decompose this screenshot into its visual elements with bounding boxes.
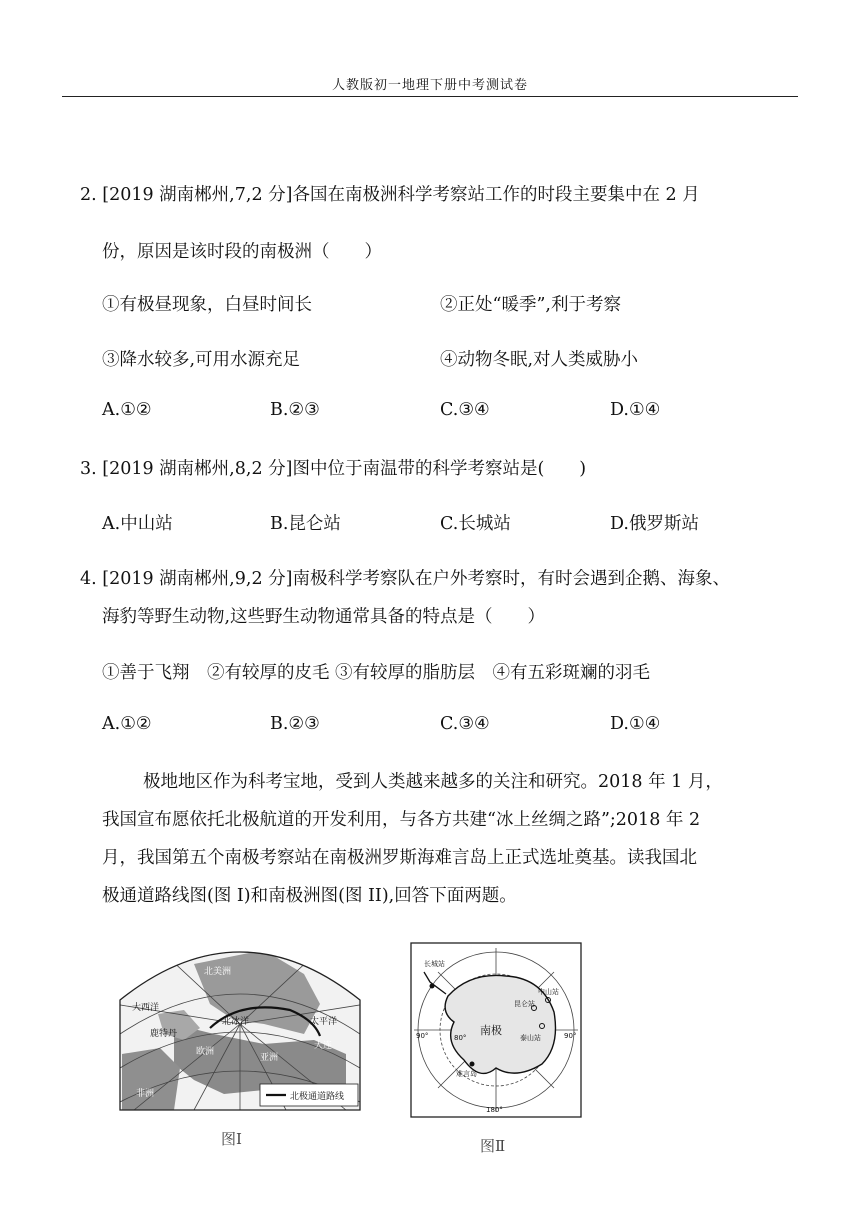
antarctica-map: [410, 942, 582, 1118]
nanjiyan-island-dot: [470, 1062, 475, 1067]
question-4-statements: ①善于飞翔 ②有较厚的皮毛 ③有较厚的脂肪层 ④有五彩斑斓的羽毛: [102, 663, 651, 683]
question-4-line-1: 4. [2019 湖南郴州,9,2 分]南极科学考察队在户外考察时，有时会遇到企鹅、海象、: [80, 569, 730, 589]
passage-line-2: 我国宣布愿依托北极航道的开发利用，与各方共建“冰上丝绸之路”;2018 年 2: [102, 810, 701, 830]
label-dalian: 大连: [314, 1041, 333, 1051]
label-kunlun-station: 昆仑站: [514, 1000, 535, 1008]
question-4-line-2: 海豹等野生动物,这些野生动物通常具备的特点是（ ）: [102, 607, 546, 627]
question-2-option-a: A.①②: [102, 400, 152, 420]
map-legend: [260, 1084, 358, 1106]
label-great-wall-station: 长城站: [424, 960, 445, 968]
question-2-statement-4: ④动物冬眠,对人类威胁小: [440, 350, 639, 370]
passage-line-4: 极通道路线图(图 I)和南极洲图(图 II),回答下面两题。: [102, 886, 517, 906]
question-2-statement-1: ①有极昼现象，白昼时间长: [102, 295, 312, 315]
arctic-route-map: [114, 944, 366, 1112]
label-80-degrees: 80°: [454, 1034, 467, 1042]
label-180-degrees: 180°: [486, 1106, 503, 1114]
question-2-line-1: 2. [2019 湖南郴州,7,2 分]各国在南极洲科学考察站工作的时段主要集中在 2 月: [80, 185, 700, 205]
passage-line-3: 月，我国第五个南极考察站在南极洲罗斯海难言岛上正式选址奠基。读我国北: [102, 848, 697, 868]
label-asia: 亚洲: [260, 1053, 279, 1063]
passage-line-1: 极地地区作为科考宝地，受到人类越来越多的关注和研究。2018 年 1 月，: [143, 772, 723, 792]
label-zhongshan-station: 中山站: [538, 988, 559, 996]
question-2-line-2: 份，原因是该时段的南极洲（ ）: [102, 242, 382, 262]
question-2-statement-3: ③降水较多,可用水源充足: [102, 350, 301, 370]
label-pacific: 太平洋: [310, 1017, 338, 1027]
question-2-statement-2: ②正处“暖季”,利于考察: [440, 295, 621, 315]
label-90-east: 90°: [564, 1032, 577, 1040]
question-3-option-c: C.长城站: [440, 514, 511, 534]
question-4-option-d: D.①④: [610, 714, 661, 734]
question-3-option-b: B.昆仑站: [270, 514, 341, 534]
question-4-option-b: B.②③: [270, 714, 320, 734]
label-north-america: 北美洲: [204, 967, 232, 977]
label-africa: 非洲: [136, 1089, 155, 1099]
figure-2-caption: 图Ⅱ: [480, 1137, 506, 1155]
label-taishan-station: 泰山站: [520, 1034, 541, 1042]
label-europe: 欧洲: [196, 1047, 215, 1057]
label-arctic-ocean: 北冰洋: [222, 1017, 250, 1027]
question-2-option-d: D.①④: [610, 400, 661, 420]
legend-route-label: 北极通道路线: [290, 1092, 345, 1102]
great-wall-station-dot: [430, 984, 435, 989]
question-2-option-b: B.②③: [270, 400, 320, 420]
label-nanjiyan-island: 难言岛: [456, 1070, 477, 1078]
figure-1-caption: 图Ⅰ: [221, 1130, 242, 1148]
question-2-option-c: C.③④: [440, 400, 490, 420]
label-rotterdam: 鹿特丹: [150, 1029, 178, 1039]
label-south-pole: 南极: [480, 1024, 502, 1037]
page-header: 人教版初一地理下册中考测试卷: [331, 78, 528, 93]
label-atlantic: 大西洋: [132, 1003, 160, 1013]
question-3-option-a: A.中山站: [102, 514, 173, 534]
question-4-option-a: A.①②: [102, 714, 152, 734]
question-3-line-1: 3. [2019 湖南郴州,8,2 分]图中位于南温带的科学考察站是( ): [80, 459, 587, 479]
header-rule: [62, 96, 798, 97]
question-3-option-d: D.俄罗斯站: [610, 514, 699, 534]
label-90-west: 90°: [416, 1032, 429, 1040]
question-4-option-c: C.③④: [440, 714, 490, 734]
